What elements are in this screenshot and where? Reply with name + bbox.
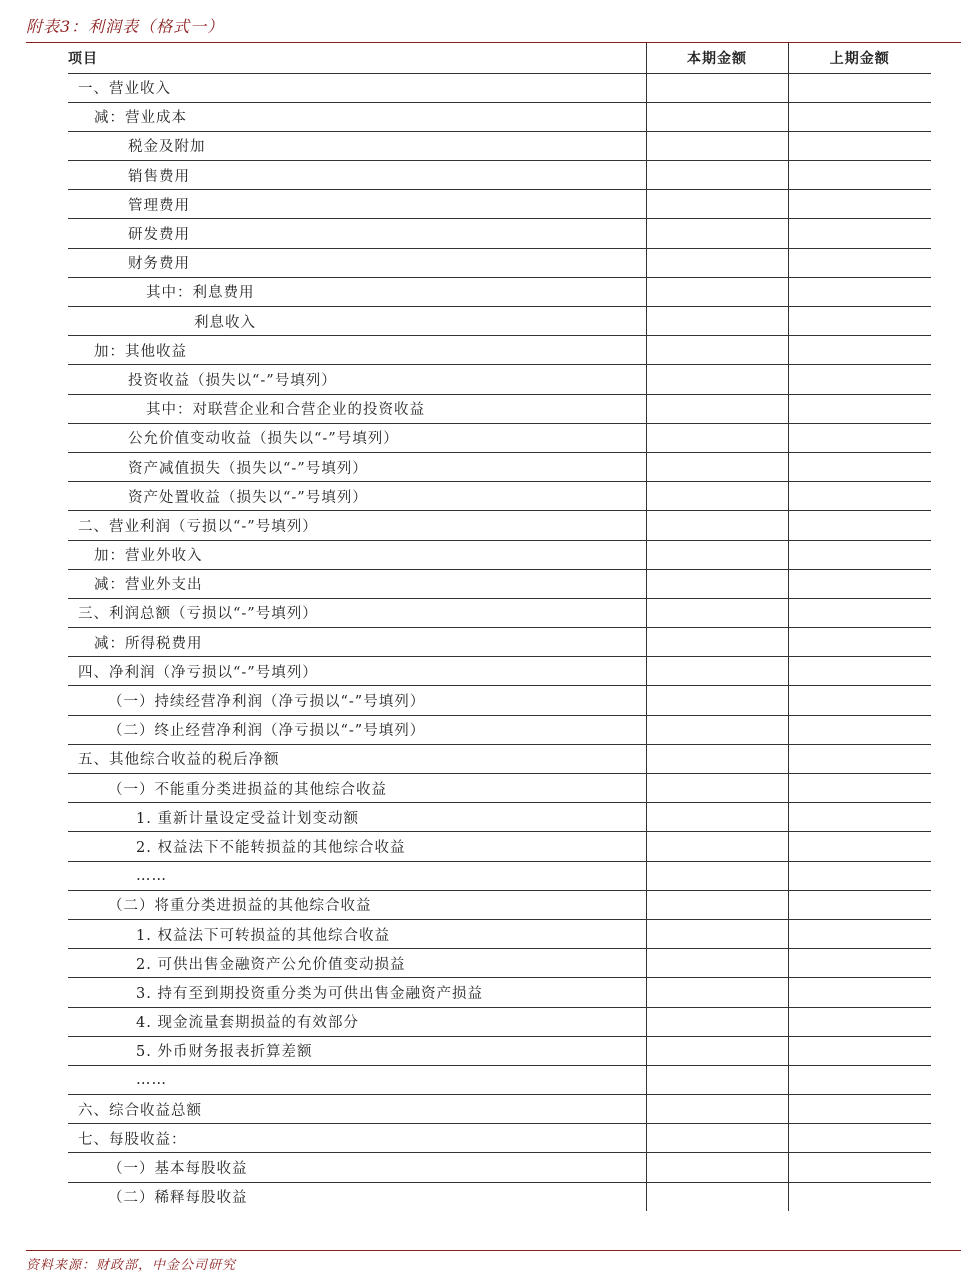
table-caption: 附表3：利润表（格式一） — [26, 17, 225, 36]
prior-period-amount-cell — [788, 978, 931, 1007]
row-item-label: 六、综合收益总额 — [68, 1095, 646, 1124]
table-row — [68, 715, 931, 744]
prior-period-amount-cell — [788, 365, 931, 394]
prior-period-amount-cell — [788, 803, 931, 832]
current-period-amount-cell — [646, 511, 788, 540]
current-period-amount-cell — [646, 540, 788, 569]
current-period-amount-cell — [646, 131, 788, 160]
row-item-label: （一）不能重分类进损益的其他综合收益 — [68, 774, 646, 803]
prior-period-amount-cell — [788, 336, 931, 365]
table-row — [68, 336, 931, 365]
row-item-label: 公允价值变动收益（损失以“-”号填列） — [68, 423, 646, 452]
prior-period-amount-cell — [788, 1182, 931, 1211]
table-row — [68, 686, 931, 715]
table-row — [68, 511, 931, 540]
prior-period-amount-cell — [788, 102, 931, 131]
current-period-amount-cell — [646, 219, 788, 248]
row-item-label: （一）基本每股收益 — [68, 1153, 646, 1182]
row-item-label: 其中：利息费用 — [68, 277, 646, 306]
table-row — [68, 73, 931, 102]
current-period-amount-cell — [646, 628, 788, 657]
row-item-label: 三、利润总额（亏损以“-”号填列） — [68, 598, 646, 627]
prior-period-amount-cell — [788, 919, 931, 948]
prior-period-amount-cell — [788, 482, 931, 511]
current-period-amount-cell — [646, 248, 788, 277]
table-row — [68, 1095, 931, 1124]
row-item-label: 2. 权益法下不能转损益的其他综合收益 — [68, 832, 646, 861]
table-row — [68, 744, 931, 773]
current-period-amount-cell — [646, 452, 788, 481]
current-period-amount-cell — [646, 861, 788, 890]
table-row — [68, 161, 931, 190]
table-row — [68, 919, 931, 948]
current-period-amount-cell — [646, 832, 788, 861]
table-row — [68, 628, 931, 657]
current-period-amount-cell — [646, 1007, 788, 1036]
current-period-amount-cell — [646, 73, 788, 102]
row-item-label: （一）持续经营净利润（净亏损以“-”号填列） — [68, 686, 646, 715]
row-item-label: 4. 现金流量套期损益的有效部分 — [68, 1007, 646, 1036]
current-period-amount-cell — [646, 482, 788, 511]
prior-period-amount-cell — [788, 686, 931, 715]
row-item-label: （二）将重分类进损益的其他综合收益 — [68, 890, 646, 919]
table-row — [68, 657, 931, 686]
current-period-amount-cell — [646, 190, 788, 219]
prior-period-amount-cell — [788, 73, 931, 102]
table-row — [68, 598, 931, 627]
row-item-label: …… — [68, 861, 646, 890]
current-period-amount-cell — [646, 744, 788, 773]
table-row — [68, 190, 931, 219]
column-header-current-period: 本期金额 — [646, 43, 788, 73]
table-row — [68, 1124, 931, 1153]
prior-period-amount-cell — [788, 1065, 931, 1094]
table-row — [68, 861, 931, 890]
row-item-label: 投资收益（损失以“-”号填列） — [68, 365, 646, 394]
current-period-amount-cell — [646, 336, 788, 365]
prior-period-amount-cell — [788, 628, 931, 657]
row-item-label: 减：营业外支出 — [68, 569, 646, 598]
current-period-amount-cell — [646, 1036, 788, 1065]
row-item-label: 资产处置收益（损失以“-”号填列） — [68, 482, 646, 511]
row-item-label: 5. 外币财务报表折算差额 — [68, 1036, 646, 1065]
prior-period-amount-cell — [788, 598, 931, 627]
current-period-amount-cell — [646, 569, 788, 598]
row-item-label: 1. 权益法下可转损益的其他综合收益 — [68, 919, 646, 948]
table-row — [68, 803, 931, 832]
current-period-amount-cell — [646, 307, 788, 336]
prior-period-amount-cell — [788, 219, 931, 248]
current-period-amount-cell — [646, 1095, 788, 1124]
prior-period-amount-cell — [788, 423, 931, 452]
table-row — [68, 131, 931, 160]
table-row — [68, 978, 931, 1007]
table-row — [68, 394, 931, 423]
row-item-label: 财务费用 — [68, 248, 646, 277]
prior-period-amount-cell — [788, 307, 931, 336]
row-item-label: 减：营业成本 — [68, 102, 646, 131]
prior-period-amount-cell — [788, 190, 931, 219]
row-item-label: 减：所得税费用 — [68, 628, 646, 657]
table-row — [68, 1065, 931, 1094]
row-item-label: 管理费用 — [68, 190, 646, 219]
prior-period-amount-cell — [788, 511, 931, 540]
table-row — [68, 540, 931, 569]
column-header-prior-period: 上期金额 — [788, 43, 931, 73]
row-item-label: 其中：对联营企业和合营企业的投资收益 — [68, 394, 646, 423]
table-row — [68, 102, 931, 131]
table-row — [68, 1007, 931, 1036]
row-item-label: （二）终止经营净利润（净亏损以“-”号填列） — [68, 715, 646, 744]
current-period-amount-cell — [646, 161, 788, 190]
current-period-amount-cell — [646, 102, 788, 131]
current-period-amount-cell — [646, 1153, 788, 1182]
prior-period-amount-cell — [788, 949, 931, 978]
prior-period-amount-cell — [788, 715, 931, 744]
prior-period-amount-cell — [788, 1007, 931, 1036]
prior-period-amount-cell — [788, 131, 931, 160]
current-period-amount-cell — [646, 1182, 788, 1211]
column-header-item: 项目 — [68, 43, 646, 73]
row-item-label: 1. 重新计量设定受益计划变动额 — [68, 803, 646, 832]
prior-period-amount-cell — [788, 161, 931, 190]
prior-period-amount-cell — [788, 1036, 931, 1065]
row-item-label: 五、其他综合收益的税后净额 — [68, 744, 646, 773]
current-period-amount-cell — [646, 598, 788, 627]
table-header-row — [68, 43, 931, 73]
source-note: 资料来源：财政部，中金公司研究 — [26, 1258, 237, 1273]
prior-period-amount-cell — [788, 657, 931, 686]
current-period-amount-cell — [646, 774, 788, 803]
current-period-amount-cell — [646, 657, 788, 686]
current-period-amount-cell — [646, 1124, 788, 1153]
current-period-amount-cell — [646, 423, 788, 452]
row-item-label: 一、营业收入 — [68, 73, 646, 102]
table-row — [68, 452, 931, 481]
current-period-amount-cell — [646, 394, 788, 423]
current-period-amount-cell — [646, 686, 788, 715]
row-item-label: 四、净利润（净亏损以“-”号填列） — [68, 657, 646, 686]
current-period-amount-cell — [646, 365, 788, 394]
table-row — [68, 423, 931, 452]
prior-period-amount-cell — [788, 861, 931, 890]
current-period-amount-cell — [646, 890, 788, 919]
table-row — [68, 277, 931, 306]
current-period-amount-cell — [646, 715, 788, 744]
current-period-amount-cell — [646, 978, 788, 1007]
prior-period-amount-cell — [788, 277, 931, 306]
prior-period-amount-cell — [788, 1124, 931, 1153]
row-item-label: 利息收入 — [68, 307, 646, 336]
current-period-amount-cell — [646, 949, 788, 978]
table-row — [68, 365, 931, 394]
income-statement-table — [68, 43, 931, 1211]
table-row — [68, 219, 931, 248]
prior-period-amount-cell — [788, 452, 931, 481]
prior-period-amount-cell — [788, 1153, 931, 1182]
row-item-label: …… — [68, 1065, 646, 1094]
table-row — [68, 569, 931, 598]
row-item-label: 税金及附加 — [68, 131, 646, 160]
table-row — [68, 832, 931, 861]
prior-period-amount-cell — [788, 744, 931, 773]
row-item-label: 2. 可供出售金融资产公允价值变动损益 — [68, 949, 646, 978]
row-item-label: 销售费用 — [68, 161, 646, 190]
row-item-label: 资产减值损失（损失以“-”号填列） — [68, 452, 646, 481]
prior-period-amount-cell — [788, 394, 931, 423]
table-row — [68, 949, 931, 978]
current-period-amount-cell — [646, 1065, 788, 1094]
table-row — [68, 1182, 931, 1211]
table-row — [68, 307, 931, 336]
table-row — [68, 1153, 931, 1182]
table-row — [68, 482, 931, 511]
row-item-label: 加：其他收益 — [68, 336, 646, 365]
prior-period-amount-cell — [788, 832, 931, 861]
prior-period-amount-cell — [788, 540, 931, 569]
row-item-label: （二）稀释每股收益 — [108, 1190, 248, 1207]
footer-divider — [26, 1250, 961, 1251]
row-item-label: 七、每股收益： — [68, 1124, 646, 1153]
prior-period-amount-cell — [788, 774, 931, 803]
table-row — [68, 248, 931, 277]
current-period-amount-cell — [646, 803, 788, 832]
row-item-label: 3. 持有至到期投资重分类为可供出售金融资产损益 — [68, 978, 646, 1007]
prior-period-amount-cell — [788, 1095, 931, 1124]
current-period-amount-cell — [646, 919, 788, 948]
prior-period-amount-cell — [788, 248, 931, 277]
row-item-label: 加：营业外收入 — [68, 540, 646, 569]
prior-period-amount-cell — [788, 569, 931, 598]
row-item-label: 二、营业利润（亏损以“-”号填列） — [68, 511, 646, 540]
row-item-label: 研发费用 — [68, 219, 646, 248]
table-row — [68, 890, 931, 919]
current-period-amount-cell — [646, 277, 788, 306]
table-row — [68, 1036, 931, 1065]
prior-period-amount-cell — [788, 890, 931, 919]
table-row — [68, 774, 931, 803]
